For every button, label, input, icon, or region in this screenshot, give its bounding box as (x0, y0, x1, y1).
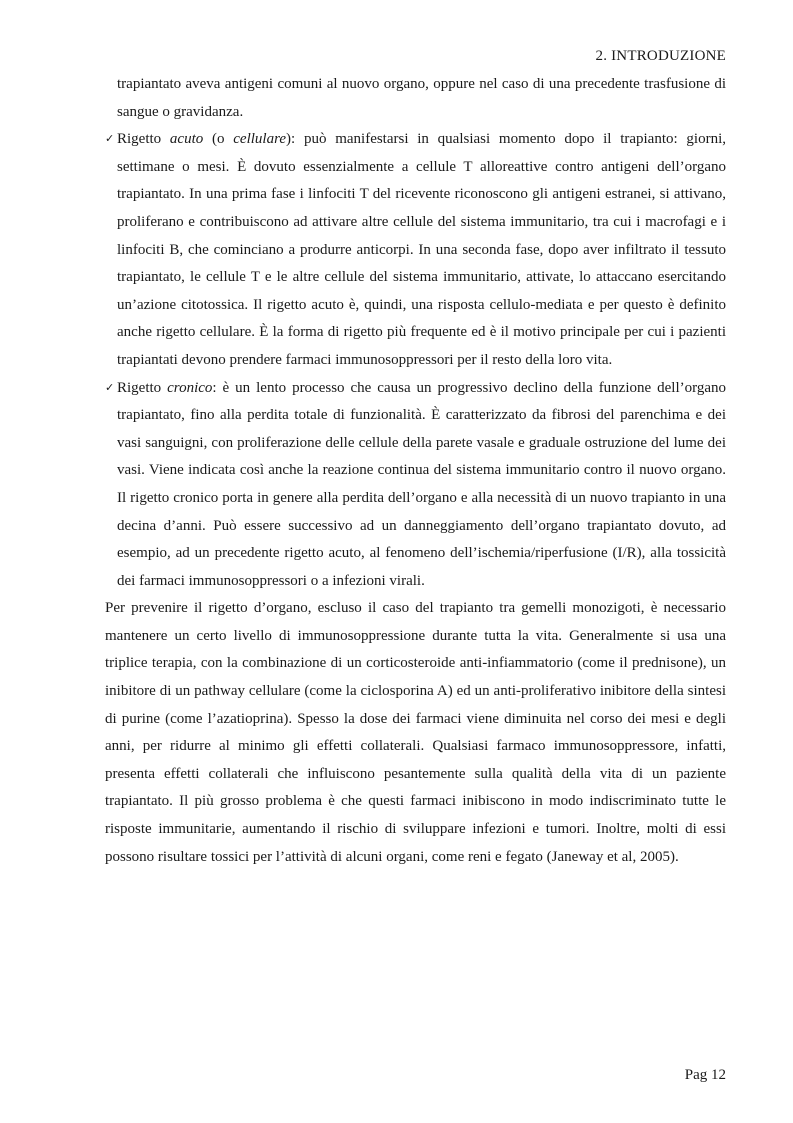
checkmark-icon: ✓ (105, 133, 115, 146)
term-cellulare: cellulare (233, 131, 287, 148)
running-header: 2. INTRODUZIONE (595, 48, 726, 64)
list-item-chronic-rejection: ✓ Rigetto cronico: è un lento processo che causa un progressivo declino della funzione dell’organo trapiantato, fino alla perdita totale di funzionalità. È caratterizzato da fibrosi del parenchima e dei vasi sanguigni, con proliferazione delle cellule della parete vasale e graduale ostruzione del lume dei vasi. Viene indicata così anche la reazione continua del sistema immunitario contro il nuovo organo. Il rigetto cronico porta in genere alla perdita dell’organo e alla necessità di un nuovo trapianto in una decina d’anni. Può essere successivo ad un danneggiamento dell’organo trapiantato dovuto, ad esempio, ad un precedente rigetto acuto, al fenomeno dell’ischemia/riperfusione (I/R), alla tossicità dei farmaci immunosoppressori o a infezioni virali. (105, 375, 726, 596)
prevention-paragraph: Per prevenire il rigetto d’organo, escluso il caso del trapianto tra gemelli monozigoti, è necessario mantenere un certo livello di immunosoppressione durante tutta la vita. Generalmente si usa una triplice terapia, con la combinazione di un corticosteroide anti-infiammatorio (come il prednisone), un inibitore di un pathway cellulare (come la ciclosporina A) ed un anti-proliferativo inibitore della sintesi di purine (come l’azatioprina). Spesso la dose dei farmaci viene diminuita nel corso dei mesi e degli anni, per ridurre al minimo gli effetti collaterali. Qualsiasi farmaco immunosoppressore, infatti, presenta effetti collaterali che influiscono pesantemente sulla qualità della vita di un paziente trapiantato. Il più grosso problema è che questi farmaci inibiscono in modo indiscriminato tutte le risposte immunitarie, aumentando il rischio di sviluppare infezioni e tumori. Inoltre, molti di essi possono risultare tossici per l’attività di alcuni organi, come reni e fegato (Janeway et al, 2005). (105, 600, 726, 865)
term-cronico: cronico (167, 379, 213, 396)
list-item-acute-rejection: ✓ Rigetto acuto (o cellulare): può manifestarsi in qualsiasi momento dopo il trapianto: giorni, settimane o mesi. È dovuto essenzialmente a cellule T alloreattive contro antigeni dell’organo trapiantato. In una prima fase i linfociti T del ricevente riconoscono gli antigeni estranei, si attivano, proliferano e contribuiscono ad attivare altre cellule del sistema immunitario, tra cui i macrofagi e i linfociti B, che cominciano a produrre anticorpi. In una seconda fase, dopo aver infiltrato il tessuto trapiantato, le cellule T e le altre cellule del sistema immunitario, attivate, lo attaccano esercitando un’azione citotossica. Il rigetto acuto è, quindi, una risposta cellulo-mediata e per questo è definito anche rigetto cellulare. È la forma di rigetto più frequente ed è il motivo principale per cui i pazienti trapiantati devono prendere farmaci immunosoppressori per il resto della loro vita. (105, 126, 726, 374)
acute-body: ): può manifestarsi in qualsiasi momento dopo il trapianto: giorni, settimane o mesi. È dovuto essenzialmente a cellule T alloreattive contro antigeni dell’organo trapiantato. In una prima fase i linfociti T del ricevente riconoscono gli antigeni estranei, si attivano, proliferano e contribuiscono ad attivare altre cellule del sistema immunitario, tra cui i macrofagi e i linfociti B, che cominciano a produrre anticorpi. In una seconda fase, dopo aver infiltrato il tessuto trapiantato, le cellule T e le altre cellule del sistema immunitario, attivate, lo attaccano esercitando un’azione citotossica. Il rigetto acuto è, quindi, una risposta cellulo-mediata e per questo è definito anche rigetto cellulare. È la forma di rigetto più frequente ed è il motivo principale per cui i pazienti trapiantati devono prendere farmaci immunosoppressori per il resto della loro vita. (117, 131, 727, 368)
page-number: Pag 12 (684, 1067, 726, 1083)
continuation-paragraph: trapiantato aveva antigeni comuni al nuovo organo, oppure nel caso di una precedente trasfusione di sangue o gravidanza. (117, 76, 726, 120)
chronic-body: : è un lento processo che causa un progressivo declino della funzione dell’organo trapiantato, fino alla perdita totale di funzionalità. È caratterizzato da fibrosi del parenchima e dei vasi sanguigni, con proliferazione delle cellule della parete vasale e graduale ostruzione del lume dei vasi. Viene indicata così anche la reazione continua del sistema immunitario contro il nuovo organo. Il rigetto cronico porta in genere alla perdita dell’organo e alla necessità di un nuovo trapianto in una decina d’anni. Può essere successivo ad un danneggiamento dell’organo trapiantato dovuto, ad esempio, ad un precedente rigetto acuto, al fenomeno dell’ischemia/riperfusione (I/R), alla tossicità dei farmaci immunosoppressori o a infezioni virali. (117, 379, 726, 589)
page-body (105, 71, 726, 871)
checkmark-icon: ✓ (105, 381, 115, 394)
term-acuto: acuto (169, 131, 204, 148)
